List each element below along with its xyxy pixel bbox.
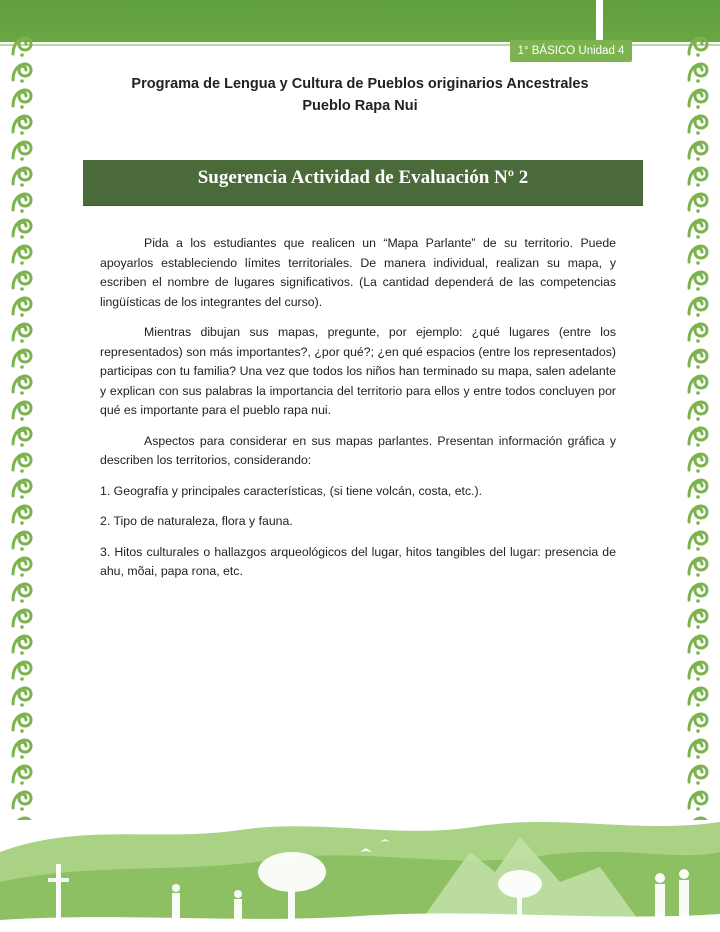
list-item-geography: 1. Geografía y principales características, (si tiene volcán, costa, etc.). [100,483,483,498]
top-bar [0,0,720,42]
grade-unit-badge: 1° BÁSICO Unidad 4 [510,40,632,62]
list-item-nature: 2. Tipo de naturaleza, flora y fauna. [100,514,293,528]
paragraph-questions: Mientras dibujan sus mapas, pregunte, por ejemplo: ¿qué lugares (entre los representados) son más importantes?, ¿por qué?; ¿en qué espacios (entre los representados) participas con tu familia? Una vez que todos los niños han terminado su mapa, salen adelante y explican con sus palabras la importancia del territorio para ellos y entre todos concluyen por qué es importante para el pueblo rapa nui. [100,325,616,417]
people-title: Pueblo Rapa Nui [302,98,418,114]
badge-tab [596,0,603,42]
right-border-pattern-icon [686,30,710,820]
footer-landscape-icon [0,812,720,932]
program-title: Programa de Lengua y Cultura de Pueblos originarios Ancestrales [131,76,589,92]
activity-content [100,234,616,593]
paragraph-aspects: Aspectos para considerar en sus mapas parlantes. Presentan información gráfica y describen los territorios, considerando: [100,433,616,467]
list-item-cultural: 3. Hitos culturales o hallazgos arqueológicos del lugar, hitos tangibles del lugar: presencia de ahu, mõai, papa rona, etc. [100,544,616,578]
paragraph-intro: Pida a los estudiantes que realicen un “Mapa Parlante” de su territorio. Puede apoyarlos estableciendo límites territoriales. De manera individual, realizan su mapa, y escriben el nombre de lugares significativos. (La cantidad dependerá de las competencias lingüísticas de los integrantes del curso). [100,236,616,309]
left-border-pattern-icon [10,30,34,820]
activity-banner: Sugerencia Actividad de Evaluación Nº 2 [83,160,643,205]
